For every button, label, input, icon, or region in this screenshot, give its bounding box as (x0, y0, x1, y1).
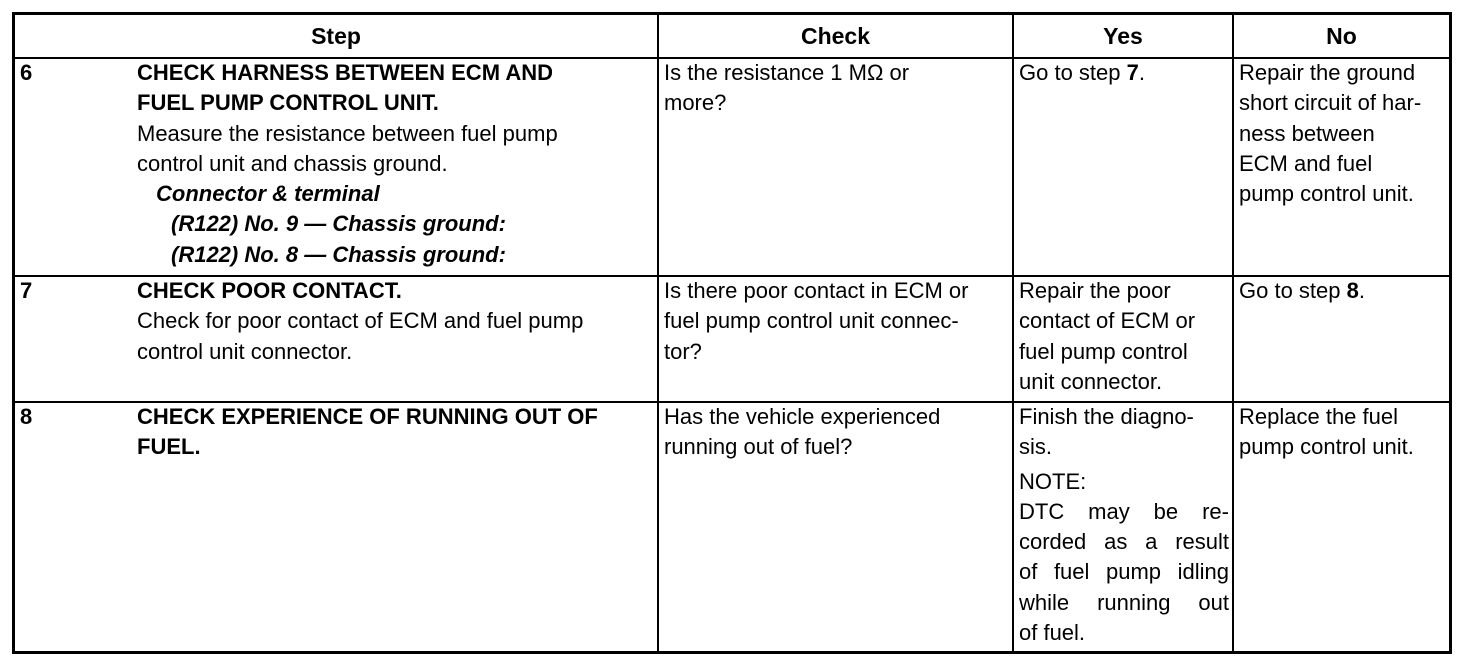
check-line: fuel pump control unit connec- (664, 308, 959, 334)
yes-action (1019, 58, 1229, 88)
no-line: Replace the fuel (1239, 404, 1398, 429)
step-content (137, 402, 652, 463)
step-description-line: Measure the resistance between fuel pump (137, 120, 558, 146)
no-line: Repair the ground (1239, 60, 1416, 85)
check-line: running out of fuel? (664, 434, 853, 460)
yes-action (1019, 402, 1229, 648)
no-action (1239, 58, 1449, 209)
step-title-line: CHECK POOR CONTACT. (137, 278, 402, 303)
yes-line: Repair the poor (1019, 278, 1171, 303)
step-reference: 8 (1346, 278, 1359, 303)
no-action (1239, 402, 1449, 463)
check-question (664, 58, 1008, 119)
check-line: Has the vehicle experienced (664, 404, 941, 429)
step-description-line: Check for poor contact of ECM and fuel pump (137, 308, 584, 334)
no-text: . (1358, 278, 1365, 303)
note-line: while running out (1019, 589, 1229, 615)
step-content (137, 58, 652, 270)
yes-text: Go to step (1019, 60, 1127, 85)
step-description-line: control unit and chassis ground. (137, 150, 448, 176)
column-divider (1232, 15, 1234, 651)
header-no: No (1326, 23, 1357, 49)
yes-line: contact of ECM or (1019, 308, 1196, 334)
yes-line: unit connector. (1019, 368, 1163, 394)
step-number: 8 (20, 404, 33, 429)
check-line: more? (664, 90, 727, 116)
yes-line: Finish the diagno- (1019, 404, 1194, 429)
step-title-line: CHECK HARNESS BETWEEN ECM AND (137, 60, 553, 85)
no-line: pump control unit. (1239, 434, 1414, 460)
step-title-line: FUEL. (137, 434, 201, 460)
step-content (137, 276, 652, 367)
check-line: Is the resistance 1 MΩ or (664, 60, 910, 85)
note-line: corded as a result (1019, 529, 1229, 555)
check-line: Is there poor contact in ECM or (664, 278, 969, 303)
header-step: Step (311, 23, 361, 49)
no-line: short circuit of har- (1239, 90, 1422, 116)
check-question (664, 276, 1008, 367)
step-description-line: control unit connector. (137, 338, 353, 364)
no-line: pump control unit. (1239, 181, 1414, 207)
yes-line: fuel pump control (1019, 338, 1188, 364)
no-text: Go to step (1239, 278, 1347, 303)
column-divider (657, 15, 659, 651)
column-divider (1012, 15, 1014, 651)
step-number: 6 (20, 60, 33, 85)
note-label: NOTE: (1019, 468, 1087, 494)
note-line: of fuel. (1019, 620, 1086, 646)
connector-label: Connector & terminal (156, 181, 380, 207)
diagnostic-table (12, 12, 1452, 654)
note-line: of fuel pump idling (1019, 559, 1229, 585)
yes-line: sis. (1019, 434, 1052, 460)
yes-action (1019, 276, 1229, 397)
step-title-line: CHECK EXPERIENCE OF RUNNING OUT OF (137, 404, 598, 429)
no-line: ECM and fuel (1239, 150, 1373, 176)
no-action (1239, 276, 1449, 306)
step-reference: 7 (1126, 60, 1139, 85)
header-yes: Yes (1103, 23, 1143, 49)
note-line: DTC may be re- (1019, 498, 1229, 524)
no-line: ness between (1239, 120, 1375, 146)
terminal-line: (R122) No. 9 — Chassis ground: (171, 211, 506, 237)
yes-text: . (1138, 60, 1145, 85)
check-line: tor? (664, 338, 702, 364)
step-title-line: FUEL PUMP CONTROL UNIT. (137, 90, 439, 116)
step-number: 7 (20, 278, 33, 303)
check-question (664, 402, 1008, 463)
terminal-line: (R122) No. 8 — Chassis ground: (171, 241, 506, 267)
header-check: Check (800, 23, 871, 49)
